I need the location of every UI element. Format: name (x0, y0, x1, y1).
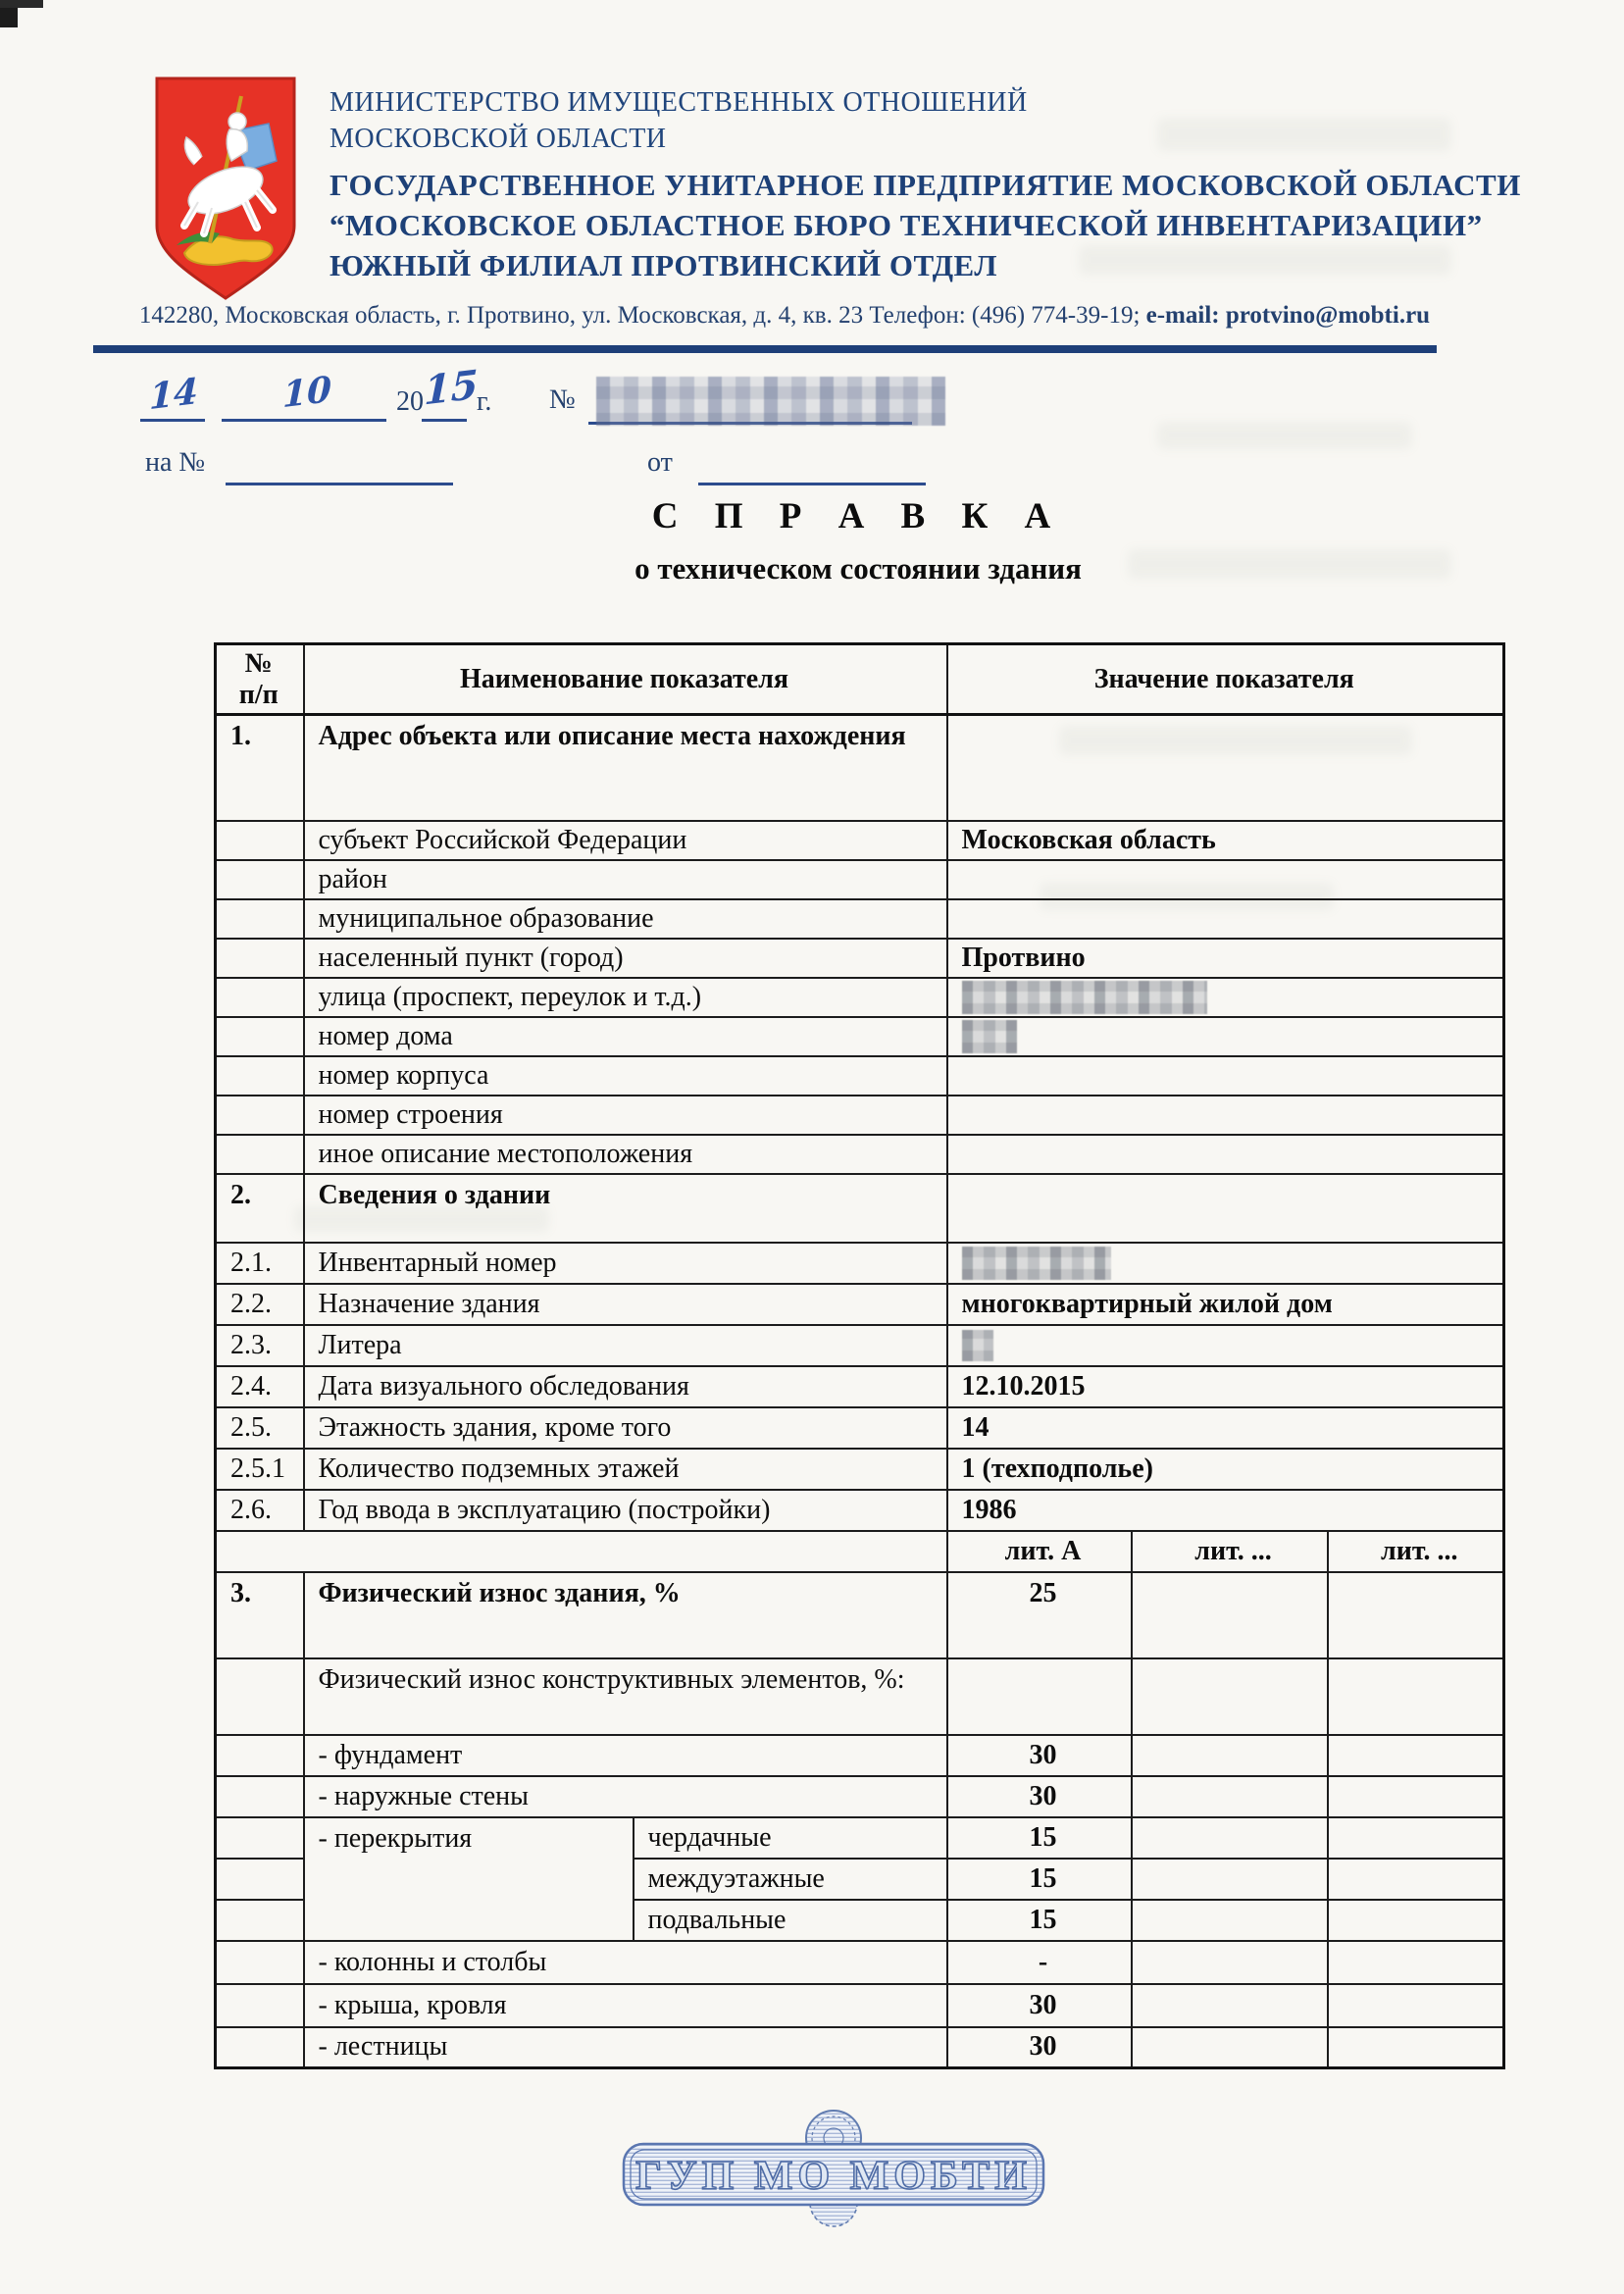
row-label: номер корпуса (304, 1056, 947, 1096)
row-value (947, 715, 1504, 821)
redacted-house-number-value (962, 1020, 1017, 1053)
header-name-label: Наименование показателя (459, 663, 789, 694)
row-num (216, 1817, 304, 1859)
table-row (216, 1056, 1504, 1096)
table-row (216, 1490, 1504, 1531)
table-row (216, 1941, 1504, 1984)
row-label: Год ввода в эксплуатацию (постройки) (304, 1490, 947, 1531)
row-value: 1986 (947, 1490, 1504, 1531)
row-value-lit-3 (1328, 1941, 1504, 1984)
org-line1: ГОСУДАРСТВЕННОЕ УНИТАРНОЕ ПРЕДПРИЯТИЕ МОСКОВСКОЙ ОБЛАСТИ (330, 168, 1521, 202)
bleedthrough-smudge (1157, 422, 1412, 449)
row-num: 2.5. (216, 1407, 304, 1449)
header-divider-rule (93, 345, 1437, 353)
table-row (216, 2027, 1504, 2068)
row-value: многоквартирный жилой дом (947, 1284, 1504, 1325)
table-row (216, 978, 1504, 1017)
row-label: Инвентарный номер (304, 1243, 947, 1284)
row-sublabel: междуэтажные (634, 1859, 947, 1900)
contact-line (98, 302, 1471, 330)
table-row (216, 1096, 1504, 1135)
row-value-lit-a: 15 (947, 1859, 1132, 1900)
row-num (216, 2027, 304, 2068)
row-num (216, 860, 304, 899)
org-line2: “МОСКОВСКОЕ ОБЛАСТНОЕ БЮРО ТЕХНИЧЕСКОЙ ИНВЕНТАРИЗАЦИИ” (330, 208, 1483, 242)
table-row (216, 1449, 1504, 1490)
table-row (216, 899, 1504, 939)
header-num-line2: п/п (238, 679, 279, 710)
row-label: Литера (304, 1325, 947, 1366)
row-value-lit-a (947, 1658, 1132, 1735)
row-label: Дата визуального обследования (304, 1366, 947, 1407)
doc-number-label: № (549, 384, 576, 415)
table-row (216, 1984, 1504, 2027)
row-value: 1 (техподполье) (947, 1449, 1504, 1490)
row-num: 1. (216, 715, 304, 821)
row-num (216, 978, 304, 1017)
table-row (216, 1284, 1504, 1325)
row-value-lit-3 (1328, 1658, 1504, 1735)
row-value: 14 (947, 1407, 1504, 1449)
row-value-lit-a: 30 (947, 1776, 1132, 1817)
year-suffix: г. (477, 386, 492, 417)
row-num (216, 1900, 304, 1941)
row-value-lit-a: 30 (947, 1984, 1132, 2027)
row-value-lit-3 (1328, 2027, 1504, 2068)
row-value-lit-2 (1132, 1859, 1328, 1900)
redacted-litera-value (962, 1330, 993, 1361)
row-label: Физический износ здания, % (304, 1572, 947, 1658)
org-line3: ЮЖНЫЙ ФИЛИАЛ ПРОТВИНСКИЙ ОТДЕЛ (330, 248, 997, 282)
row-value: Московская область (947, 821, 1504, 860)
row-value (947, 1096, 1504, 1135)
row-num (216, 1017, 304, 1056)
row-value-lit-2 (1132, 1658, 1328, 1735)
row-label: - лестницы (304, 2027, 947, 2068)
row-label: Физический износ конструктивных элементов, %: (304, 1658, 947, 1735)
handwritten-month: 10 (281, 368, 332, 417)
header-value-label: Значение показателя (1093, 663, 1354, 694)
on-number-label: на № (145, 447, 206, 478)
row-value-lit-3 (1328, 1776, 1504, 1817)
row-label: район (304, 860, 947, 899)
table-row (216, 1017, 1504, 1056)
row-label: - наружные стены (304, 1776, 947, 1817)
row-value (947, 1325, 1504, 1366)
row-value (947, 1135, 1504, 1174)
table-row (216, 860, 1504, 899)
table-header-row (216, 644, 1504, 715)
handwritten-day: 14 (148, 370, 199, 419)
row-label: улица (проспект, переулок и т.д.) (304, 978, 947, 1017)
row-value-lit-2 (1132, 1735, 1328, 1776)
row-num (216, 899, 304, 939)
row-label: номер строения (304, 1096, 947, 1135)
lit-header-2: лит. ... (1132, 1531, 1328, 1572)
redacted-doc-number (596, 377, 945, 426)
row-value-lit-2 (1132, 2027, 1328, 2068)
row-num (216, 1941, 304, 1984)
row-label: Адрес объекта или описание места нахождения (304, 715, 947, 821)
row-value-lit-3 (1328, 1572, 1504, 1658)
table-row (216, 1776, 1504, 1817)
row-label: номер дома (304, 1017, 947, 1056)
row-label: - фундамент (304, 1735, 947, 1776)
row-value-lit-a: 25 (947, 1572, 1132, 1658)
row-num: 2.6. (216, 1490, 304, 1531)
row-value: Протвино (947, 939, 1504, 978)
building-condition-table (214, 642, 1505, 2069)
ministry-name (330, 84, 1028, 157)
row-value-lit-a: 15 (947, 1817, 1132, 1859)
row-value (947, 1243, 1504, 1284)
row-label: иное описание местоположения (304, 1135, 947, 1174)
table-row-floors (216, 1817, 1504, 1859)
gup-mo-mobti-stamp (616, 2105, 1051, 2238)
email-address: e-mail: protvino@mobti.ru (1145, 302, 1431, 329)
from-label: от (647, 447, 673, 478)
from-underline (698, 483, 926, 485)
row-value-lit-3 (1328, 1817, 1504, 1859)
row-num (216, 1735, 304, 1776)
month-underline (222, 419, 386, 422)
row-num: 2.2. (216, 1284, 304, 1325)
row-value (947, 860, 1504, 899)
handwritten-year: 15 (423, 361, 479, 415)
row-value-lit-2 (1132, 1817, 1328, 1859)
row-value (947, 1174, 1504, 1243)
header-name-cell (304, 644, 947, 715)
row-value-lit-2 (1132, 1900, 1328, 1941)
table-row (216, 1366, 1504, 1407)
row-value-lit-2 (1132, 1776, 1328, 1817)
row-num: 2.1. (216, 1243, 304, 1284)
row-num (216, 1984, 304, 2027)
table-row (216, 821, 1504, 860)
table-row-address-section (216, 715, 1504, 821)
day-underline (140, 419, 205, 422)
lit-header-3: лит. ... (1328, 1531, 1504, 1572)
table-row (216, 1325, 1504, 1366)
row-value (947, 1056, 1504, 1096)
row-num: 2.5.1 (216, 1449, 304, 1490)
on-number-underline (226, 483, 453, 485)
row-label: - колонны и столбы (304, 1941, 947, 1984)
row-label: - крыша, кровля (304, 1984, 947, 2027)
row-num (216, 1056, 304, 1096)
row-num (216, 821, 304, 860)
table-row-wear-total (216, 1572, 1504, 1658)
row-num (216, 1096, 304, 1135)
year-printed: 20 (396, 386, 424, 417)
row-value-lit-3 (1328, 1859, 1504, 1900)
document-title: С П Р А В К А (651, 496, 1065, 536)
table-row (216, 1735, 1504, 1776)
row-label: Этажность здания, кроме того (304, 1407, 947, 1449)
row-sublabel: чердачные (634, 1817, 947, 1859)
row-value (947, 899, 1504, 939)
row-value-lit-3 (1328, 1984, 1504, 2027)
row-label-floors: - перекрытия (304, 1817, 634, 1941)
redacted-inventory-number-value (962, 1247, 1111, 1280)
redacted-street-value (962, 981, 1207, 1014)
header-num-cell (216, 644, 304, 715)
row-value (947, 978, 1504, 1017)
table-row (216, 1658, 1504, 1735)
row-value: 12.10.2015 (947, 1366, 1504, 1407)
header-value-cell (947, 644, 1504, 715)
document-subtitle: о техническом состоянии здания (634, 551, 1082, 586)
row-value-lit-a: 30 (947, 2027, 1132, 2068)
row-num (216, 939, 304, 978)
rider (227, 113, 247, 161)
row-sublabel: подвальные (634, 1900, 947, 1941)
row-value-lit-3 (1328, 1900, 1504, 1941)
header-num-line1: № (244, 647, 273, 679)
row-value (947, 1017, 1504, 1056)
row-label: Количество подземных этажей (304, 1449, 947, 1490)
row-value-lit-a: 30 (947, 1735, 1132, 1776)
row-value-lit-2 (1132, 1984, 1328, 2027)
table-row (216, 1407, 1504, 1449)
postal-address: 142280, Московская область, г. Протвино, ул. Московская, д. 4, кв. 23 Телефон: (496) 774-39-19; (138, 302, 1146, 329)
table-row (216, 939, 1504, 978)
table-row (216, 1243, 1504, 1284)
row-label: населенный пункт (город) (304, 939, 947, 978)
row-num (216, 1859, 304, 1900)
row-value-lit-a: - (947, 1941, 1132, 1984)
moscow-region-coat-of-arms (147, 71, 304, 306)
row-label: субъект Российской Федерации (304, 821, 947, 860)
row-num: 2.3. (216, 1325, 304, 1366)
organization-name (330, 165, 1521, 285)
row-num: 2. (216, 1174, 304, 1243)
row-num: 3. (216, 1572, 304, 1658)
lit-header-a: лит. А (947, 1531, 1132, 1572)
ministry-line1: МИНИСТЕРСТВО ИМУЩЕСТВЕННЫХ ОТНОШЕНИЙ (330, 87, 1028, 118)
row-value-lit-2 (1132, 1941, 1328, 1984)
ministry-line2: МОСКОВСКОЙ ОБЛАСТИ (330, 124, 667, 154)
row-value-lit-2 (1132, 1572, 1328, 1658)
lit-header-spacer (216, 1531, 947, 1572)
year-underline (422, 419, 467, 422)
row-value-lit-3 (1328, 1735, 1504, 1776)
row-num: 2.4. (216, 1366, 304, 1407)
row-label: Сведения о здании (304, 1174, 947, 1243)
row-value-lit-a: 15 (947, 1900, 1132, 1941)
table-row (216, 1135, 1504, 1174)
row-label: Назначение здания (304, 1284, 947, 1325)
row-num (216, 1776, 304, 1817)
scan-corner-artifact-2 (0, 0, 43, 8)
row-num (216, 1658, 304, 1735)
row-label: муниципальное образование (304, 899, 947, 939)
table-row-litera-header (216, 1531, 1504, 1572)
table-row-building-section (216, 1174, 1504, 1243)
stamp-text: ГУП МО МОБТИ (635, 2154, 1032, 2199)
row-num (216, 1135, 304, 1174)
bleedthrough-smudge (1157, 118, 1451, 151)
